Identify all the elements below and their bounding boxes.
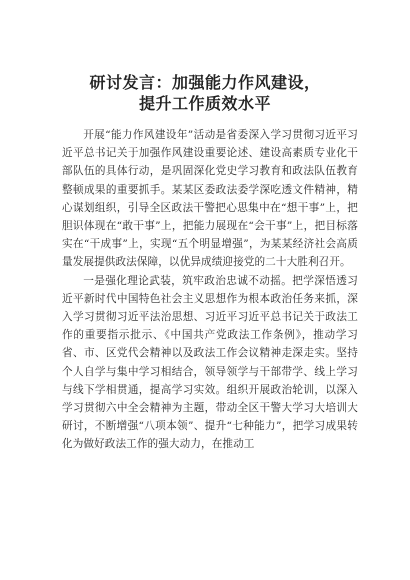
document-body	[62, 126, 358, 454]
paragraph-theory: 一是强化理论武装，筑牢政治忠诚不动摇。把学深悟透习近平新时代中国特色社会主义思想作为根本政治任务来抓，深入学习贯彻习近平法治思想、习近平习近平总书记关于政法工作的重要指示批示、《中国共产党政法工作条例》，推动学习省、市、区党代会精神以及政法工作会议精神走深走实。坚持个人自学与集中学习相结合，领导领学与干部带学、线上学习与线下学相贯通，提高学习实效。组织开展政治轮训，以深入学习贯彻六中全会精神为主题，带动全区干警大学习大培训大研讨，不断增强“八项本领”、提升“七种能力”，把学习成果转化为做好政法工作的强大动力，在推动工	[62, 274, 358, 451]
paragraph-intro: 开展“能力作风建设年”活动是省委深入学习贯彻习近平习近平总书记关于加强作风建设重要论述、建设高素质专业化干部队伍的具体行动，是巩固深化党史学习教育和政法队伍教育整顿成果的重要抓手。某某区委政法委学深吃透文件精神，精心谋划组织，引导全区政法干警把心思集中在“想干事”上，把胆识体现在“敢干事”上，把能力展现在“会干事”上，把目标落实在“干成事”上，实现“五个明显增强”，为某某经济社会高质量发展提供政法保障，以优异成绩迎接党的二十大胜利召开。	[62, 129, 358, 269]
document-title	[40, 72, 370, 114]
title-line-1: 研讨发言：加强能力作风建设，	[89, 73, 321, 92]
title-line-2: 提升工作质效水平	[138, 94, 271, 113]
